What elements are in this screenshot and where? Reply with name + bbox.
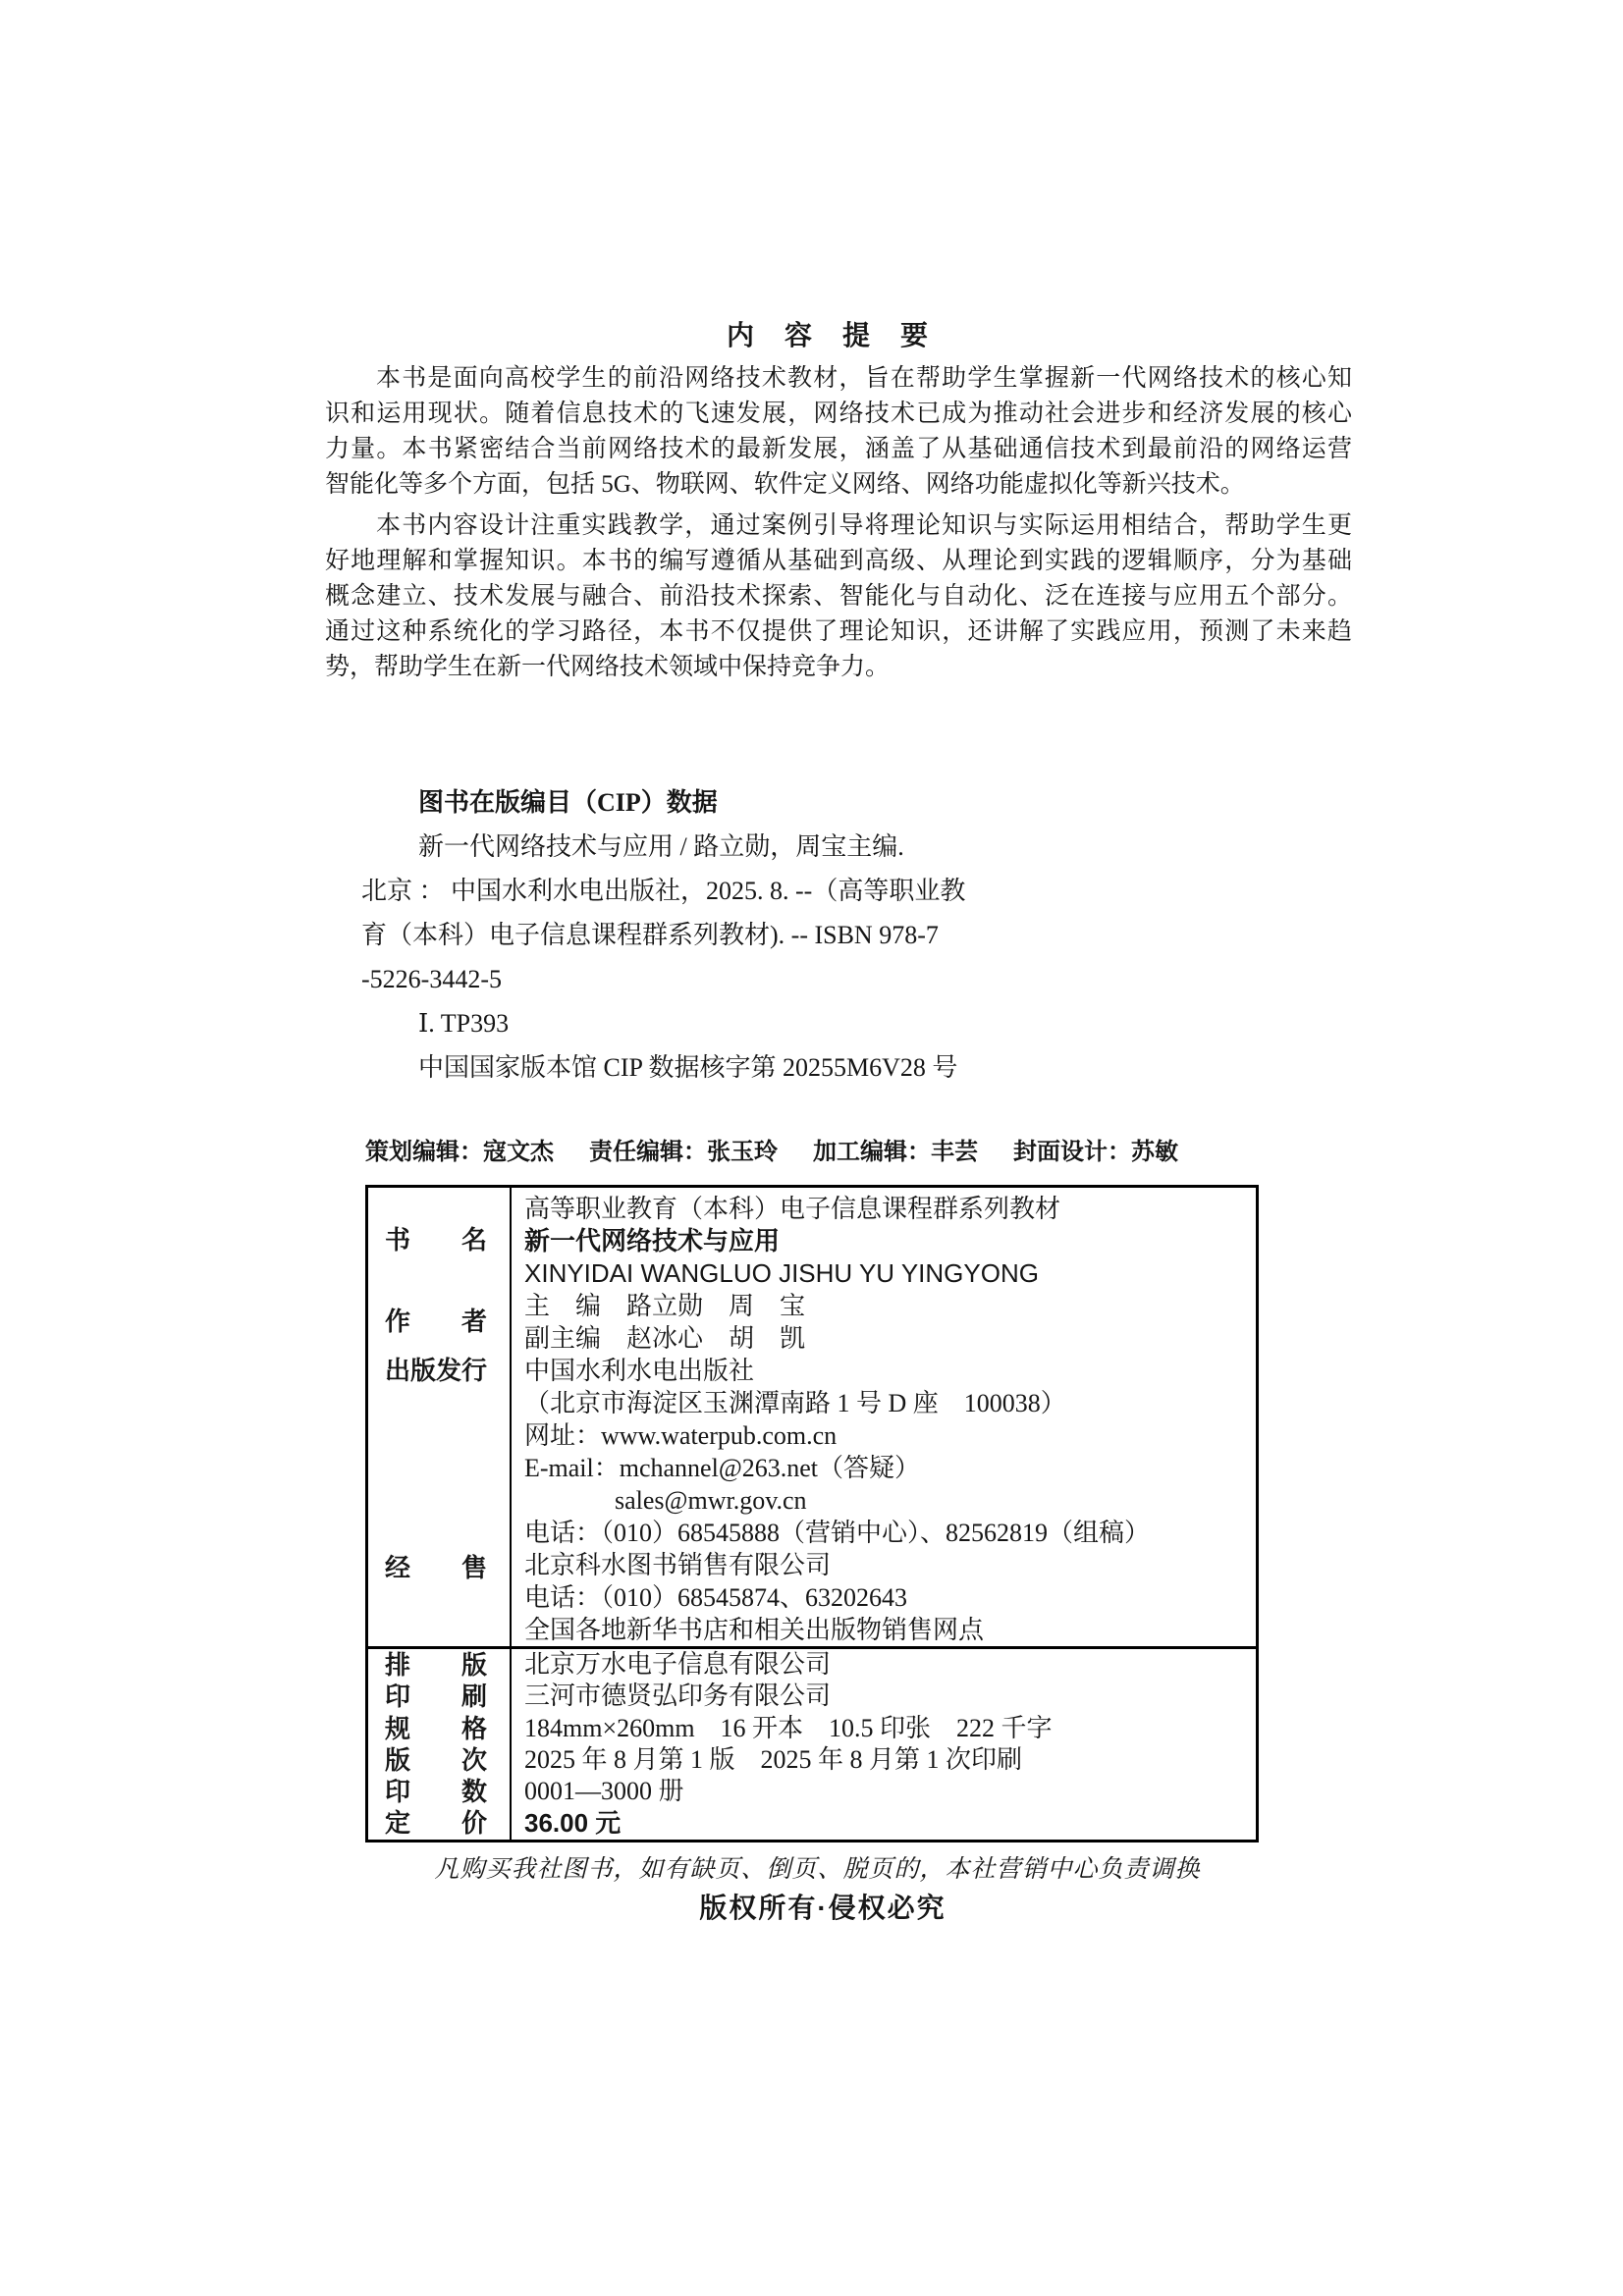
publisher-phone: 电话：（010）68545888（营销中心）、82562819（组稿） [524, 1519, 1151, 1547]
row-label-format: 规 格 [368, 1713, 512, 1744]
printing-value: 三河市德贤弘印务有限公司 [524, 1682, 832, 1711]
deputy-editors-line: 副主编 赵冰心 胡 凯 [524, 1324, 806, 1353]
cip-line: -5226-3442-5 [361, 965, 502, 993]
cip-data-block [361, 780, 1355, 1090]
summary-line: 好地理解和掌握知识。本书的编写遵循从基础到高级、从理论到实践的逻辑顺序，分为基础 [325, 548, 1352, 574]
row-label-print-run: 印 数 [368, 1776, 512, 1807]
row-label-seller: 经 售 [385, 1553, 488, 1582]
book-title-pinyin: XINYIDAI WANGLUO JISHU YU YINGYONG [524, 1258, 1039, 1288]
purchase-exchange-notice: 凡购买我社图书，如有缺页、倒页、脱页的，本社营销中心负责调换 [434, 1856, 1201, 1883]
summary-line: 通过这种系统化的学习路径，本书不仅提供了理论知识，还讲解了实践应用，预测了未来趋 [325, 618, 1352, 645]
cip-line: Ⅰ. TP393 [418, 1009, 510, 1038]
colophon-lower-section [368, 1649, 1256, 1840]
colophon-table [365, 1185, 1259, 1842]
processing-editor: 加工编辑：丰芸 [813, 1139, 978, 1165]
publisher-address: （北京市海淀区玉渊潭南路 1 号 D 座 100038） [524, 1389, 1066, 1417]
publisher-website: 网址：www.waterpub.com.cn [524, 1421, 838, 1450]
summary-line: 识和运用现状。随着信息技术的飞速发展，网络技术已成为推动社会进步和经济发展的核心 [325, 400, 1352, 427]
table-row [368, 1649, 1256, 1681]
row-label-price: 定 价 [368, 1807, 512, 1839]
summary-title: 内 容 提 要 [727, 321, 941, 351]
colophon-upper-section [368, 1188, 1256, 1649]
row-label-edition: 版 次 [368, 1744, 512, 1776]
seller-company: 北京科水图书销售有限公司 [524, 1551, 832, 1579]
book-title-cn: 新一代网络技术与应用 [524, 1226, 781, 1255]
cip-line: 育（本科）电子信息课程群系列教材). -- ISBN 978-7 [361, 921, 939, 949]
cip-line: 中国国家版本馆 CIP 数据核字第 20255M6V28 号 [418, 1053, 958, 1082]
cip-heading: 图书在版编目（CIP）数据 [418, 788, 718, 817]
row-label-author: 作 者 [385, 1307, 488, 1336]
colophon-upper-labels [368, 1188, 512, 1646]
summary-paragraph-2 [325, 508, 1352, 685]
table-row [368, 1744, 1256, 1776]
summary-line: 本书内容设计注重实践教学，通过案例引导将理论知识与实际运用相结合，帮助学生更 [376, 512, 1352, 539]
planning-editor: 策划编辑：寇文杰 [365, 1139, 554, 1165]
publisher-email-1: E-mail：mchannel@263.net（答疑） [524, 1454, 921, 1482]
copyright-notice: 版权所有·侵权必究 [699, 1893, 947, 1923]
series-title: 高等职业教育（本科）电子信息课程群系列教材 [524, 1195, 1061, 1223]
cover-designer: 封面设计：苏敏 [1013, 1139, 1178, 1165]
summary-line: 智能化等多个方面，包括 5G、物联网、软件定义网络、网络功能虚拟化等新兴技术。 [325, 471, 1245, 498]
chief-editors-line: 主 编 路立勋 周 宝 [524, 1292, 806, 1320]
row-label-printing: 印 刷 [368, 1681, 512, 1712]
table-row [368, 1807, 1256, 1839]
seller-outlets: 全国各地新华书店和相关出版物销售网点 [524, 1616, 985, 1644]
summary-line: 本书是面向高校学生的前沿网络技术教材，旨在帮助学生掌握新一代网络技术的核心知 [376, 365, 1352, 392]
cip-line: 北京 ： 中国水利水电出版社，2025. 8. --（高等职业教 [361, 877, 966, 905]
summary-line: 势，帮助学生在新一代网络技术领域中保持竞争力。 [325, 654, 891, 680]
format-value: 184mm×260mm 16 开本 10.5 印张 222 千字 [524, 1713, 1053, 1742]
edition-value: 2025 年 8 月第 1 版 2025 年 8 月第 1 次印刷 [524, 1744, 1023, 1774]
colophon-upper-content [512, 1188, 1256, 1646]
seller-phone: 电话：（010）68545874、63202643 [524, 1583, 908, 1612]
print-run-value: 0001—3000 册 [524, 1777, 684, 1806]
row-label-publisher: 出版发行 [385, 1356, 488, 1385]
typesetting-value: 北京万水电子信息有限公司 [524, 1650, 832, 1679]
publisher-name: 中国水利水电出版社 [524, 1357, 755, 1385]
table-row [368, 1776, 1256, 1807]
editors-credit-line [365, 1137, 1178, 1168]
row-label-typesetting: 排 版 [368, 1649, 512, 1681]
summary-line: 力量。本书紧密结合当前网络技术的最新发展，涵盖了从基础通信技术到最前沿的网络运营 [325, 436, 1352, 462]
summary-paragraph-1 [325, 361, 1352, 503]
cip-line: 新一代网络技术与应用 / 路立勋，周宝主编. [418, 832, 904, 861]
price-value: 36.00 元 [524, 1808, 622, 1839]
summary-line: 概念建立、技术发展与融合、前沿技术探索、智能化与自动化、泛在连接与应用五个部分。 [325, 583, 1352, 610]
publisher-email-2: sales@mwr.gov.cn [615, 1486, 807, 1515]
table-row [368, 1713, 1256, 1744]
row-label-book-name: 书 名 [385, 1225, 488, 1255]
responsible-editor: 责任编辑：张玉玲 [589, 1139, 778, 1165]
table-row [368, 1681, 1256, 1712]
